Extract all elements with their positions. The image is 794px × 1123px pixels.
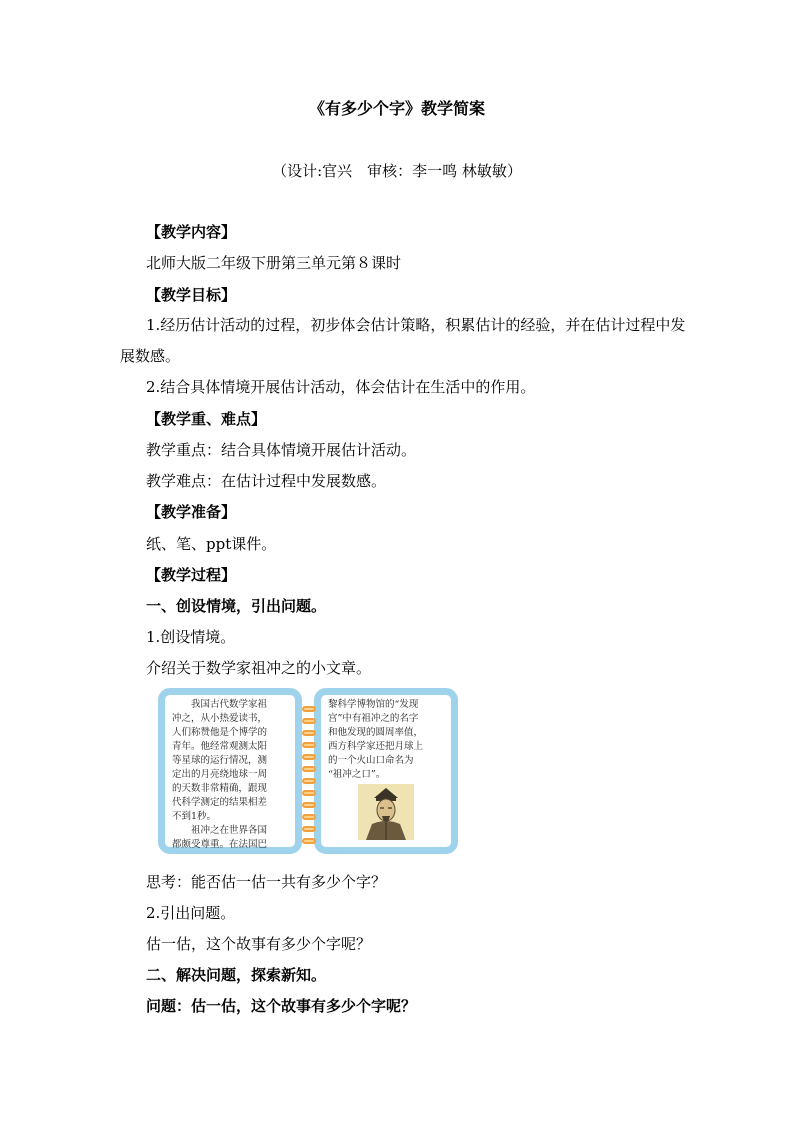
book-right-line: 的一个火山口命名为 <box>328 755 414 766</box>
prep-text: 纸、笔、ppt课件。 <box>146 535 277 553</box>
book-left-line: 人们称赞他是个博学的 <box>172 727 268 738</box>
step-1-2-text: 估一估，这个故事有多少个字呢？ <box>146 935 372 953</box>
page-title: 《有多少个字》教学简案 <box>308 99 485 118</box>
prep-heading: 【教学准备】 <box>146 503 237 521</box>
difficult-point: 教学难点：在估计过程中发展数感。 <box>146 472 387 490</box>
spiral-ring <box>302 706 316 712</box>
process-heading: 【教学过程】 <box>146 566 237 584</box>
book-left-line: 我国古代数学家祖 <box>172 699 268 710</box>
question-text: 问题：估一估，这个故事有多少个字呢？ <box>146 997 417 1015</box>
book-left-line: 冲之，从小热爱读书， <box>172 713 268 724</box>
step-1-2: 2.引出问题。 <box>146 904 236 922</box>
step-1-heading: 一、创设情境，引出问题。 <box>146 597 327 615</box>
think-prompt: 思考：能否估一估一共有多少个字？ <box>146 873 387 891</box>
book-right-line: 和他发现的圆周率值， <box>328 727 424 738</box>
book-left-line: 都颇受尊重。在法国巴 <box>172 839 268 850</box>
book-left-line: 祖冲之在世界各国 <box>172 825 268 836</box>
content-heading: 【教学内容】 <box>146 223 237 241</box>
spiral-ring <box>302 766 316 772</box>
spiral-ring <box>302 730 316 736</box>
goals-heading: 【教学目标】 <box>146 286 237 304</box>
spiral-ring <box>302 718 316 724</box>
spiral-ring <box>302 790 316 796</box>
book-right-text <box>328 698 423 782</box>
step-1-1-text: 介绍关于数学家祖冲之的小文章。 <box>146 659 372 677</box>
page-subtitle: （设计:官兴 审核：李一鸣 林敏敏） <box>272 162 522 180</box>
book-left-text <box>172 698 267 852</box>
spiral-ring <box>302 826 316 832</box>
book-left-line: 不到1秒。 <box>172 811 217 822</box>
story-book-illustration <box>158 688 460 856</box>
zu-chongzhi-portrait <box>358 784 414 840</box>
step-2-heading: 二、解决问题，探索新知。 <box>146 966 327 984</box>
key-heading: 【教学重、难点】 <box>146 410 267 428</box>
book-left-line: 等星球的运行情况，测 <box>172 755 268 766</box>
goal-2: 2.结合具体情境开展估计活动，体会估计在生活中的作用。 <box>146 378 536 396</box>
book-right-line: “祖冲之口”。 <box>328 769 386 780</box>
book-left-line: 青年。他经常观测太阳 <box>172 741 268 752</box>
book-right-line: 黎科学博物馆的“发现 <box>328 699 419 710</box>
key-point: 教学重点：结合具体情境开展估计活动。 <box>146 441 417 459</box>
goal-1: 1.经历估计活动的过程，初步体会估计策略，积累估计的经验，并在估计过程中发展数感。 <box>120 316 686 365</box>
book-right-line: 宫”中有祖冲之的名字 <box>328 713 419 724</box>
spiral-ring <box>302 802 316 808</box>
spiral-ring <box>302 742 316 748</box>
book-right-line: 西方科学家还把月球上 <box>328 741 424 752</box>
book-left-line: 代科学测定的结果相差 <box>172 797 268 808</box>
spiral-ring <box>302 754 316 760</box>
spiral-ring <box>302 814 316 820</box>
book-left-line: 的天数非常精确，跟现 <box>172 783 268 794</box>
spiral-ring <box>302 838 316 844</box>
content-text: 北师大版二年级下册第三单元第８课时 <box>146 254 402 272</box>
step-1-1: 1.创设情境。 <box>146 628 236 646</box>
spiral-ring <box>302 778 316 784</box>
book-left-line: 定出的月亮绕地球一周 <box>172 769 268 780</box>
